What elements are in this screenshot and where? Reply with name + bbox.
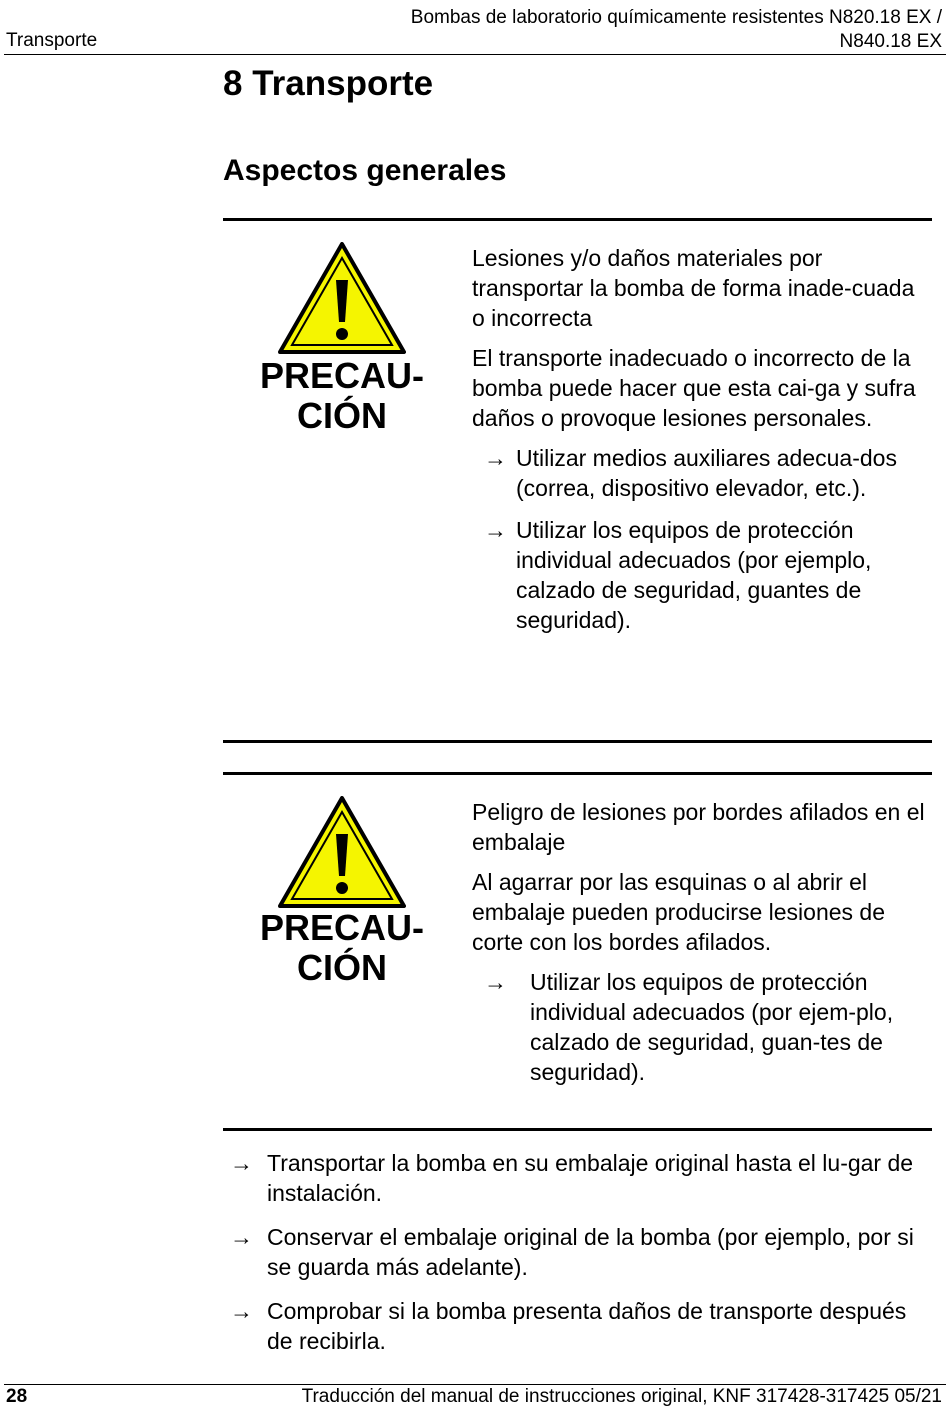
header-doc-title-line2: N840.18 EX: [839, 31, 942, 52]
warning1-top-rule: [223, 218, 932, 221]
header-document-title: [342, 6, 942, 54]
warning2-signal-word: PRECAU- CIÓN: [259, 907, 424, 988]
chapter-title: 8 Transporte: [223, 64, 434, 103]
warning2-step: [472, 967, 930, 1087]
footer-text: Traducción del manual de instrucciones original, KNF 317428-317425 05/21: [301, 1386, 942, 1407]
arrow-right-icon: →: [230, 1150, 253, 1176]
instruction-item: [230, 1148, 930, 1208]
warning2-description: Al agarrar por las esquinas o al abrir el embalaje pueden producirse lesiones de corte con los bordes afilados.: [472, 869, 886, 955]
warning2-heading: Peligro de lesiones por bordes afilados en el embalaje: [472, 799, 925, 855]
instruction-text: Conservar el embalaje original de la bomba (por ejemplo, por si se guarda más adelante).: [267, 1224, 914, 1280]
header-doc-title-line1: Bombas de laboratorio químicamente resistentes N820.18 EX /: [410, 7, 942, 28]
warning-triangle-icon: [278, 242, 406, 354]
warning2-step-text: Utilizar los equipos de protección individual adecuados (por ejem-plo, calzado de seguridad, guan-tes de seguridad).: [530, 969, 894, 1085]
instruction-list: [230, 1148, 930, 1370]
warning1-step-text: Utilizar medios auxiliares adecua-dos (correa, dispositivo elevador, etc.).: [516, 445, 897, 501]
arrow-right-icon: →: [484, 969, 507, 995]
section-title: Aspectos generales: [223, 154, 507, 187]
warning1-bottom-rule: [223, 740, 932, 743]
arrow-right-icon: →: [484, 517, 507, 543]
header-section-label: Transporte: [6, 30, 98, 51]
instruction-item: [230, 1296, 930, 1356]
warning1-heading: Lesiones y/o daños materiales por transportar la bomba de forma inade-cuada o incorrecta: [472, 245, 915, 331]
instruction-item: [230, 1222, 930, 1282]
header-divider: [4, 54, 946, 55]
warning2-top-rule: [223, 772, 932, 775]
warning1-text: [472, 243, 930, 647]
instruction-text: Transportar la bomba en su embalaje original hasta el lu-gar de instalación.: [267, 1150, 914, 1206]
warning1-step-text: Utilizar los equipos de protección individual adecuados (por ejemplo, calzado de seguridad, guantes de seguridad).: [516, 517, 872, 633]
warning2-text: [472, 797, 930, 1099]
warning-triangle-icon: [278, 796, 406, 908]
warning1-description: El transporte inadecuado o incorrecto de la bomba puede hacer que esta cai-ga y sufra daños o provoque lesiones personales.: [472, 345, 916, 431]
instruction-text: Comprobar si la bomba presenta daños de transporte después de recibirla.: [267, 1298, 907, 1354]
warning1-step: [472, 443, 930, 503]
warning1-signal-word: PRECAU- CIÓN: [259, 355, 424, 436]
warning2-bottom-rule: [223, 1128, 932, 1131]
footer-divider: [4, 1384, 946, 1385]
page-number: 28: [6, 1386, 28, 1407]
arrow-right-icon: →: [230, 1298, 253, 1324]
arrow-right-icon: →: [484, 445, 507, 471]
arrow-right-icon: →: [230, 1224, 253, 1250]
warning1-step: [472, 515, 930, 635]
